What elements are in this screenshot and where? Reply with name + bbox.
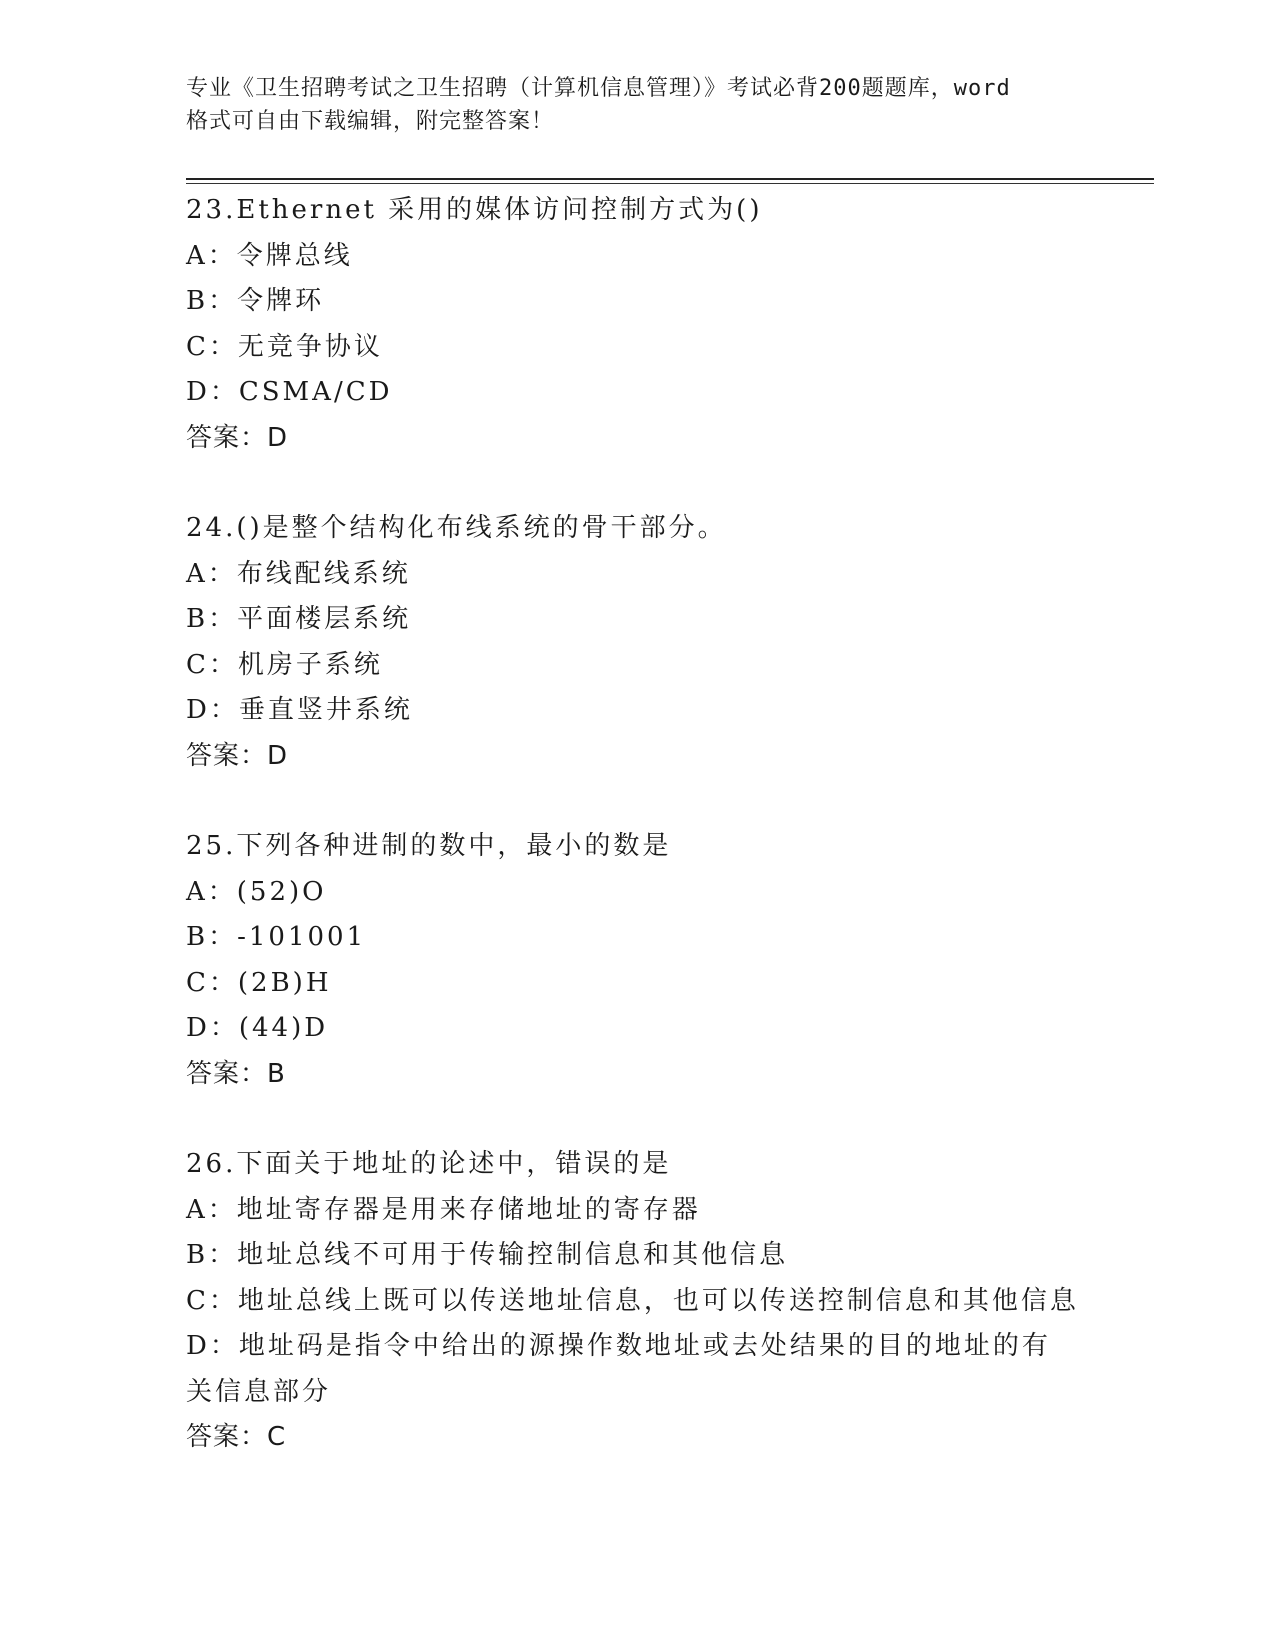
document-header	[186, 72, 1086, 138]
option-b: B：平面楼层系统	[186, 604, 412, 634]
question-24	[186, 506, 1086, 779]
option-b: B：令牌环	[186, 286, 325, 316]
option-a: A：布线配线系统	[186, 558, 411, 589]
question-stem: 24.()是整个结构化布线系统的骨干部分。	[186, 513, 727, 543]
option-a: A：地址寄存器是用来存储地址的寄存器	[186, 1194, 701, 1225]
option-b: B：-101001	[186, 922, 367, 952]
answer-line: 答案：B	[186, 1058, 286, 1089]
question-stem: 26.下面关于地址的论述中，错误的是	[186, 1149, 672, 1179]
option-c: C：机房子系统	[186, 649, 383, 680]
question-25	[186, 824, 1086, 1097]
option-d: D：地址码是指令中给出的源操作数地址或去处结果的目的地址的有关信息部分	[186, 1331, 1051, 1407]
option-d: D：垂直竖井系统	[186, 695, 413, 725]
option-a: A：令牌总线	[186, 240, 353, 271]
option-d: D：(44)D	[186, 1013, 329, 1043]
answer-line: 答案：D	[186, 740, 289, 771]
option-a: A：(52)O	[186, 876, 327, 907]
option-b: B：地址总线不可用于传输控制信息和其他信息	[186, 1240, 789, 1270]
question-stem: 25.下列各种进制的数中，最小的数是	[186, 831, 672, 861]
question-stem: 23.Ethernet 采用的媒体访问控制方式为()	[186, 195, 763, 225]
option-c: C：地址总线上既可以传送地址信息，也可以传送控制信息和其他信息	[186, 1285, 1079, 1316]
header-divider	[186, 178, 1154, 180]
question-26	[186, 1142, 1086, 1461]
header-line-1: 专业《卫生招聘考试之卫生招聘（计算机信息管理）》考试必背200题题库，word	[186, 76, 1011, 101]
header-divider-thin	[186, 183, 1154, 184]
header-line-2: 格式可自由下载编辑，附完整答案！	[186, 109, 555, 134]
answer-line: 答案：D	[186, 422, 289, 453]
option-d: D：CSMA/CD	[186, 377, 393, 407]
answer-line: 答案：C	[186, 1422, 287, 1452]
option-c: C：(2B)H	[186, 967, 332, 998]
option-c: C：无竞争协议	[186, 331, 383, 362]
question-list	[186, 188, 1086, 1506]
question-23	[186, 188, 1086, 461]
